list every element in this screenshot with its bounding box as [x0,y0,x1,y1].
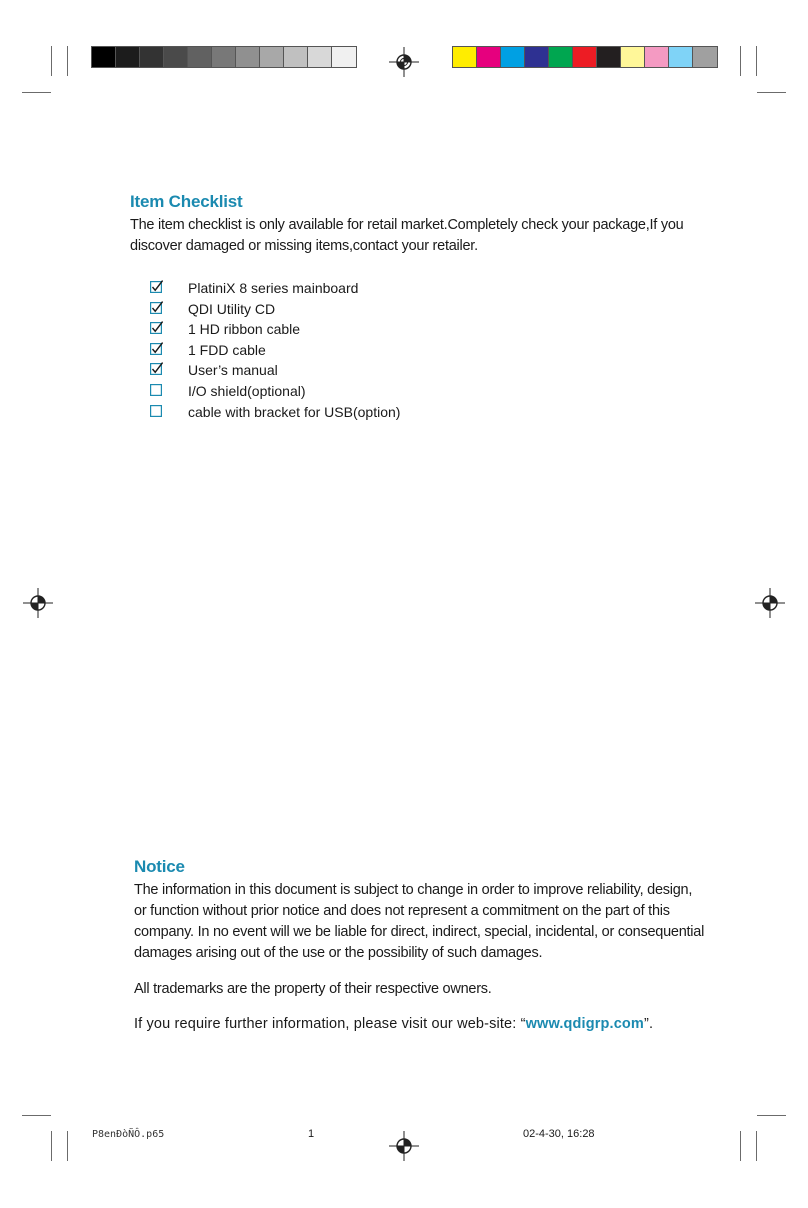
checked-box-icon [150,362,163,375]
color-swatch [453,47,477,67]
checked-box-icon [150,342,163,355]
color-swatch [308,47,332,67]
crop-mark [756,1131,757,1161]
registration-mark-icon [388,1130,420,1162]
color-swatch [236,47,260,67]
registration-mark-icon [22,587,54,619]
registration-mark-icon [754,587,786,619]
crop-mark [757,92,786,93]
color-swatch [597,47,621,67]
color-swatch [525,47,549,67]
color-swatch [284,47,308,67]
website-prefix: If you require further information, please visit our web-site: “ [134,1016,526,1032]
checklist-item-label: I/O shield(optional) [188,382,306,399]
crop-mark [740,1131,741,1161]
website-link[interactable]: www.qdigrp.com [525,1016,644,1032]
color-swatch [92,47,116,67]
checklist-item-label: PlatiniX 8 series mainboard [188,280,359,296]
crop-mark [51,1131,52,1161]
checked-box-icon [150,321,163,334]
footer-datetime: 02-4-30, 16:28 [523,1128,595,1140]
checklist-item-label: QDI Utility CD [188,300,276,317]
empty-box-icon [150,404,163,417]
color-swatch [549,47,573,67]
checked-box-icon [150,301,163,314]
footer-filename: P8enÐòÑÔ.p65 [92,1129,165,1140]
color-swatch [164,47,188,67]
trademark-paragraph: All trademarks are the property of their respective owners. [134,981,492,997]
color-swatch [669,47,693,67]
color-swatch [573,47,597,67]
checklist-heading: Item Checklist [130,192,243,211]
crop-mark [67,1131,68,1161]
empty-box-icon [150,383,163,396]
checklist-item-label: 1 HD ribbon cable [188,321,301,338]
crop-mark [757,1115,786,1116]
crop-mark [756,46,757,76]
checklist-intro: The item checklist is only available for retail market.Completely check your package,If you discover damaged or missing items,contact your retailer. [130,217,684,254]
color-swatch [260,47,284,67]
crop-mark [51,46,52,76]
process-color-bar [452,46,718,68]
checklist-item-label: cable with bracket for USB(option) [188,403,401,420]
checked-box-icon [150,280,163,293]
website-paragraph [134,1014,734,1035]
color-swatch [116,47,140,67]
color-swatch [477,47,501,67]
registration-mark-icon [388,46,420,78]
color-swatch [693,47,717,67]
color-swatch [332,47,356,67]
grayscale-color-bar [91,46,357,68]
color-swatch [501,47,525,67]
footer-page-number: 1 [308,1128,315,1140]
checklist-item-label: User’s manual [188,362,278,379]
color-swatch [645,47,669,67]
crop-mark [740,46,741,76]
crop-mark [67,46,68,76]
website-suffix: ”. [643,1016,654,1032]
crop-mark [22,1115,51,1116]
color-swatch [212,47,236,67]
color-swatch [621,47,645,67]
notice-heading: Notice [134,857,185,876]
notice-paragraph: The information in this document is subject to change in order to improve reliability, design, or function without prior notice and does not represent a commitment on the part of this company. In no event will we be liable for direct, indirect, special, incidental, or consequential damages arising out of the use or the possibility of such damages. [134,882,705,961]
crop-mark [22,92,51,93]
color-swatch [188,47,212,67]
color-swatch [140,47,164,67]
checklist-item-label: 1 FDD cable [188,341,266,358]
